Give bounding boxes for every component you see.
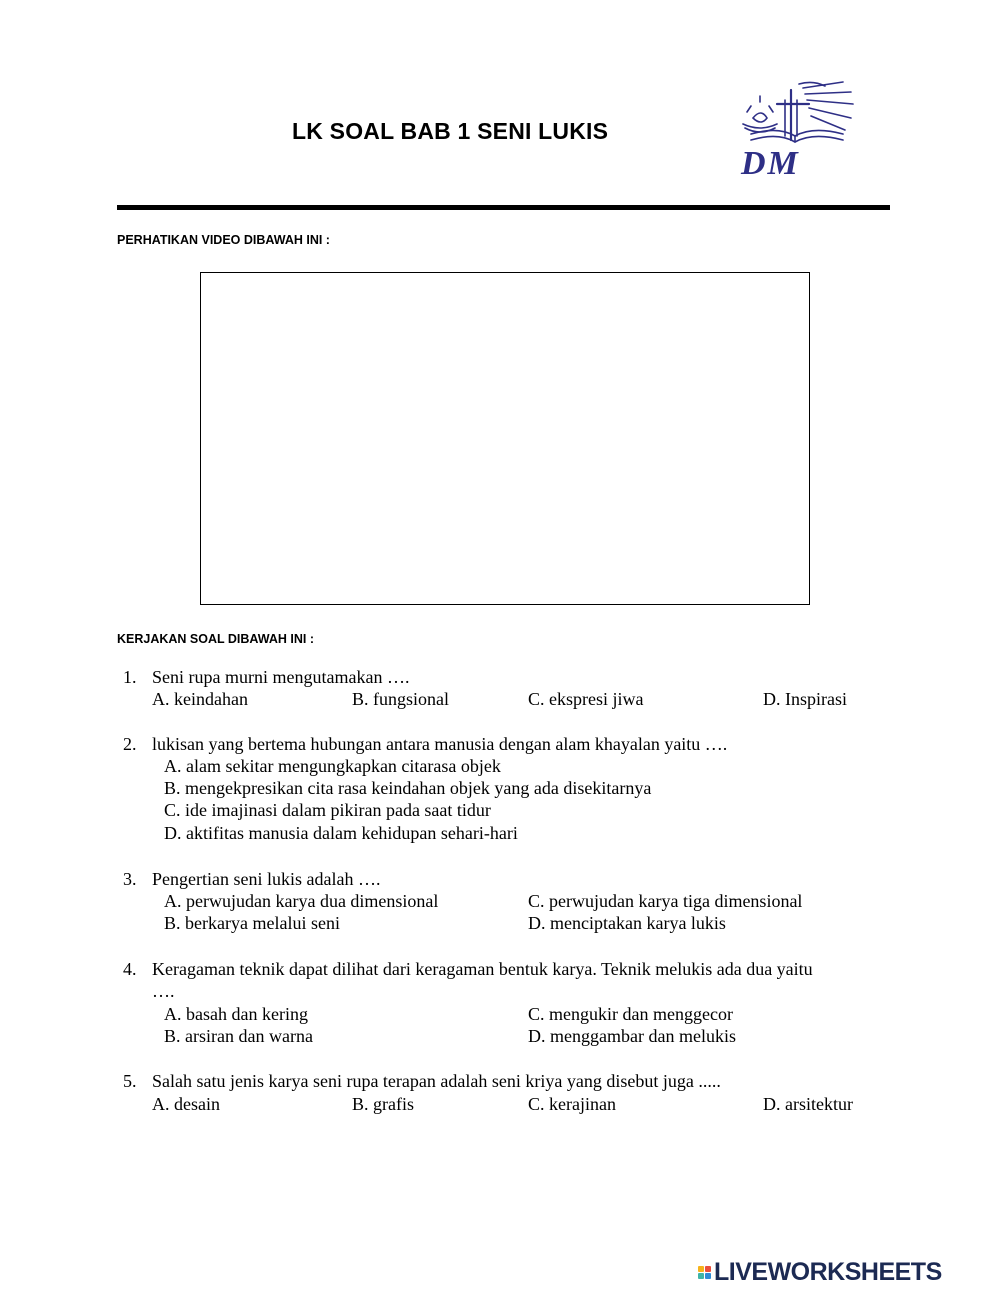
question-number: 3. (123, 869, 137, 889)
video-placeholder[interactable] (200, 272, 810, 605)
answer-option[interactable]: D. menciptakan karya lukis (528, 913, 726, 933)
video-section-label: PERHATIKAN VIDEO DIBAWAH INI : (117, 233, 330, 247)
answer-option[interactable]: B. grafis (352, 1094, 414, 1114)
question-text: Keragaman teknik dapat dilihat dari keragaman bentuk karya. Teknik melukis ada dua yaitu (152, 959, 813, 979)
school-logo (733, 78, 857, 180)
answer-option[interactable]: D. aktifitas manusia dalam kehidupan sehari-hari (164, 823, 518, 843)
question-number: 1. (123, 667, 137, 687)
questions-section-label: KERJAKAN SOAL DIBAWAH INI : (117, 632, 315, 646)
answer-option[interactable]: C. perwujudan karya tiga dimensional (528, 891, 803, 911)
answer-option[interactable]: D. arsitektur (763, 1094, 853, 1114)
answer-option[interactable]: C. ide imajinasi dalam pikiran pada saat tidur (164, 800, 491, 820)
question-text-continued: …. (152, 981, 175, 1001)
answer-option[interactable]: A. perwujudan karya dua dimensional (164, 891, 439, 911)
worksheet-title: LK SOAL BAB 1 SENI LUKIS (292, 118, 609, 144)
question-number: 4. (123, 959, 137, 979)
answer-option[interactable]: A. keindahan (152, 689, 248, 709)
answer-option[interactable]: A. desain (152, 1094, 220, 1114)
header-divider (117, 205, 890, 210)
answer-option[interactable]: D. menggambar dan melukis (528, 1026, 736, 1046)
answer-option[interactable]: B. berkarya melalui seni (164, 913, 340, 933)
answer-option[interactable]: A. alam sekitar mengungkapkan citarasa objek (164, 756, 501, 776)
logo-text: DM (741, 145, 800, 180)
answer-option[interactable]: C. mengukir dan menggecor (528, 1004, 733, 1024)
answer-option[interactable]: A. basah dan kering (164, 1004, 308, 1024)
question-text: Pengertian seni lukis adalah …. (152, 869, 381, 889)
liveworksheets-watermark (698, 1257, 942, 1287)
question-number: 2. (123, 734, 137, 754)
answer-option[interactable]: C. ekspresi jiwa (528, 689, 644, 709)
answer-option[interactable]: B. fungsional (352, 689, 449, 709)
answer-option[interactable]: B. mengekpresikan cita rasa keindahan objek yang ada disekitarnya (164, 778, 652, 798)
question-text: Seni rupa murni mengutamakan …. (152, 667, 410, 687)
answer-option[interactable]: B. arsiran dan warna (164, 1026, 313, 1046)
liveworksheets-logo-icon (698, 1266, 711, 1279)
watermark-text: LIVEWORKSHEETS (714, 1257, 942, 1286)
question-text: lukisan yang bertema hubungan antara manusia dengan alam khayalan yaitu …. (152, 734, 728, 754)
question-number: 5. (123, 1071, 137, 1091)
answer-option[interactable]: C. kerajinan (528, 1094, 616, 1114)
question-text: Salah satu jenis karya seni rupa terapan adalah seni kriya yang disebut juga ..... (152, 1071, 721, 1091)
answer-option[interactable]: D. Inspirasi (763, 689, 847, 709)
